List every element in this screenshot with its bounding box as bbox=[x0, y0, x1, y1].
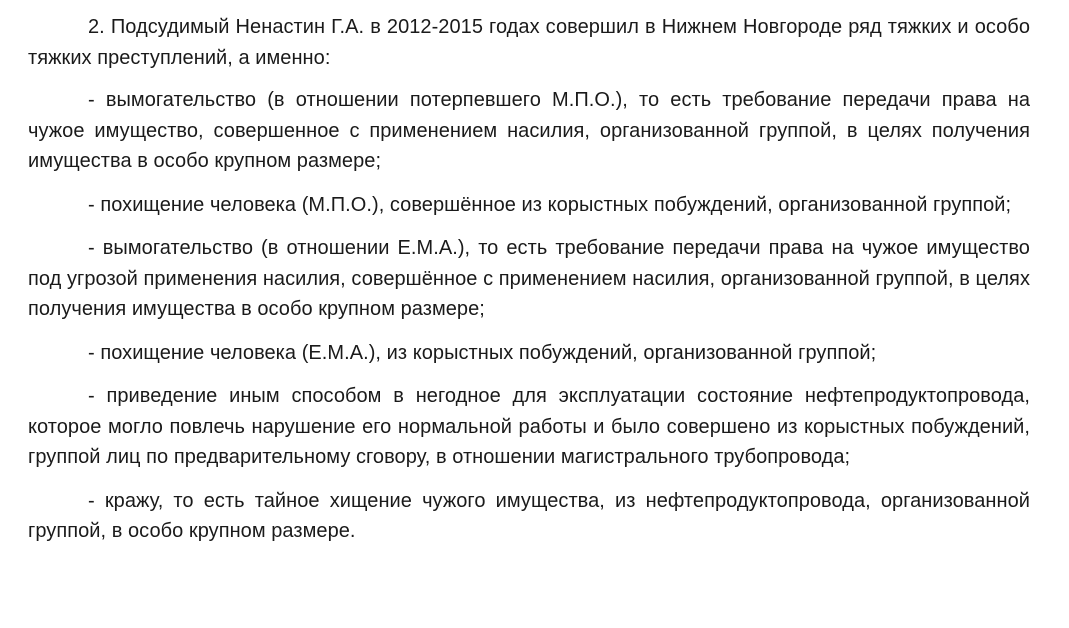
list-item-theft: - кражу, то есть тайное хищение чужого имущества, из нефтепродуктопровода, организованной группой, в особо крупном размере. bbox=[28, 489, 1030, 542]
paragraph-intro: 2. Подсудимый Ненастин Г.А. в 2012-2015 годах совершил в Нижнем Новгороде ряд тяжких и особо тяжких преступлений, а именно: bbox=[28, 16, 1030, 69]
list-item-extortion-mpo: - вымогательство (в отношении потерпевшего М.П.О.), то есть требование передачи права на чужое имущество, совершенное с применением насилия, организованной группой, в целях получения имущества в особо крупном размере; bbox=[28, 89, 1030, 172]
list-item-kidnapping-mpo: - похищение человека (М.П.О.), совершённое из корыстных побуждений, организованной группой; bbox=[88, 193, 1012, 216]
list-item-extortion-ema: - вымогательство (в отношении Е.М.А.), то есть требование передачи права на чужое имущество под угрозой применения насилия, совершённое с применением насилия, организованной группой, в целях получения имущества в особо крупном размере; bbox=[28, 237, 1030, 320]
list-item-pipeline-damage: - приведение иным способом в негодное для эксплуатации состояние нефтепродуктопровода, которое могло повлечь нарушение его нормальной работы и было совершено из корыстных побуждений, группой лиц по предварительному сговору, в отношении магистрального трубопровода; bbox=[28, 385, 1030, 468]
list-item-kidnapping-ema: - похищение человека (Е.М.А.), из корыстных побуждений, организованной группой; bbox=[88, 341, 877, 364]
